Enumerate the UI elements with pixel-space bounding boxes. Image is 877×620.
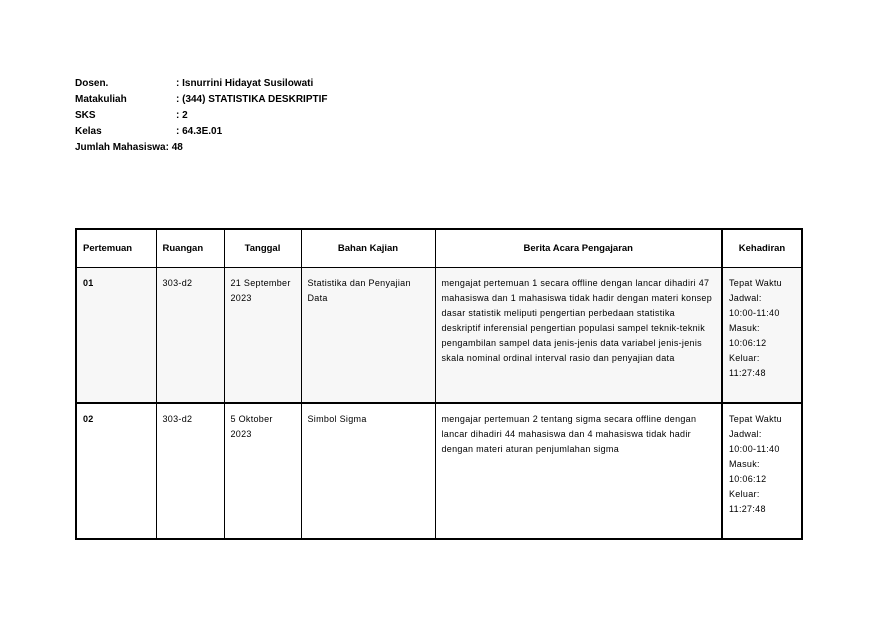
- kehadiran-status: Tepat Waktu: [729, 278, 782, 288]
- cell-pertemuan: 02: [76, 403, 156, 539]
- info-label: Jumlah Mahasiswa: [75, 142, 166, 153]
- table-header-row: [76, 229, 802, 268]
- header-kehadiran: Kehadiran: [722, 229, 802, 268]
- header-bahan-kajian: Bahan Kajian: [301, 229, 435, 268]
- header-ruangan: Ruangan: [156, 229, 224, 268]
- info-row-dosen: [75, 76, 328, 92]
- header-berita-acara: Berita Acara Pengajaran: [435, 229, 722, 268]
- cell-kehadiran: [722, 268, 802, 404]
- info-row-matakuliah: [75, 92, 328, 108]
- kehadiran-keluar: 11:27:48: [729, 368, 766, 378]
- cell-berita-acara: mengajat pertemuan 1 secara offline dengan lancar dihadiri 47 mahasiswa dan 1 mahasiswa tidak hadir dengan materi konsep dasar statistik meliputi pengertian perbedaan statistika deskriptif inferensial pengertian populasi sampel teknik-teknik pengambilan sampel data jenis-jenis data variabel jenis-jenis skala nominal ordinal interval rasio dan penyajian data: [435, 268, 722, 404]
- kehadiran-masuk-label: Masuk:: [729, 323, 760, 333]
- cell-ruangan: 303-d2: [156, 268, 224, 404]
- kehadiran-masuk: 10:06:12: [729, 338, 767, 348]
- kehadiran-keluar: 11:27:48: [729, 504, 766, 514]
- info-value: : 48: [165, 142, 183, 153]
- header-tanggal: Tanggal: [224, 229, 301, 268]
- kehadiran-keluar-label: Keluar:: [729, 353, 760, 363]
- info-label: Dosen.: [75, 78, 109, 89]
- kehadiran-masuk: 10:06:12: [729, 474, 767, 484]
- info-row-jumlah-mahasiswa: [75, 140, 328, 156]
- kehadiran-keluar-label: Keluar:: [729, 489, 760, 499]
- info-row-sks: [75, 108, 328, 124]
- info-value: : 2: [176, 110, 188, 121]
- table-row: [76, 403, 802, 539]
- course-info: [75, 76, 328, 156]
- header-pertemuan: Pertemuan: [76, 229, 156, 268]
- cell-kehadiran: [722, 403, 802, 539]
- info-label: Matakuliah: [75, 94, 127, 105]
- cell-pertemuan: 01: [76, 268, 156, 404]
- table-row: [76, 268, 802, 404]
- cell-berita-acara: mengajar pertemuan 2 tentang sigma secara offline dengan lancar dihadiri 44 mahasiswa dan 4 mahasiswa tidak hadir dengan materi aturan penjumlahan sigma: [435, 403, 722, 539]
- cell-tanggal: 21 September 2023: [224, 268, 301, 404]
- kehadiran-jadwal-label: Jadwal:: [729, 429, 762, 439]
- cell-tanggal: 5 Oktober 2023: [224, 403, 301, 539]
- info-label: Kelas: [75, 126, 102, 137]
- cell-bahan-kajian: Simbol Sigma: [301, 403, 435, 539]
- info-value: : (344) STATISTIKA DESKRIPTIF: [176, 94, 328, 105]
- kehadiran-jadwal: 10:00-11:40: [729, 308, 780, 318]
- kehadiran-status: Tepat Waktu: [729, 414, 782, 424]
- info-row-kelas: [75, 124, 328, 140]
- info-value: : 64.3E.01: [176, 126, 223, 137]
- cell-ruangan: 303-d2: [156, 403, 224, 539]
- kehadiran-jadwal: 10:00-11:40: [729, 444, 780, 454]
- info-label: SKS: [75, 110, 96, 121]
- cell-bahan-kajian: Statistika dan Penyajian Data: [301, 268, 435, 404]
- kehadiran-masuk-label: Masuk:: [729, 459, 760, 469]
- teaching-report-table: [75, 228, 803, 540]
- info-value: : Isnurrini Hidayat Susilowati: [176, 78, 314, 89]
- kehadiran-jadwal-label: Jadwal:: [729, 293, 762, 303]
